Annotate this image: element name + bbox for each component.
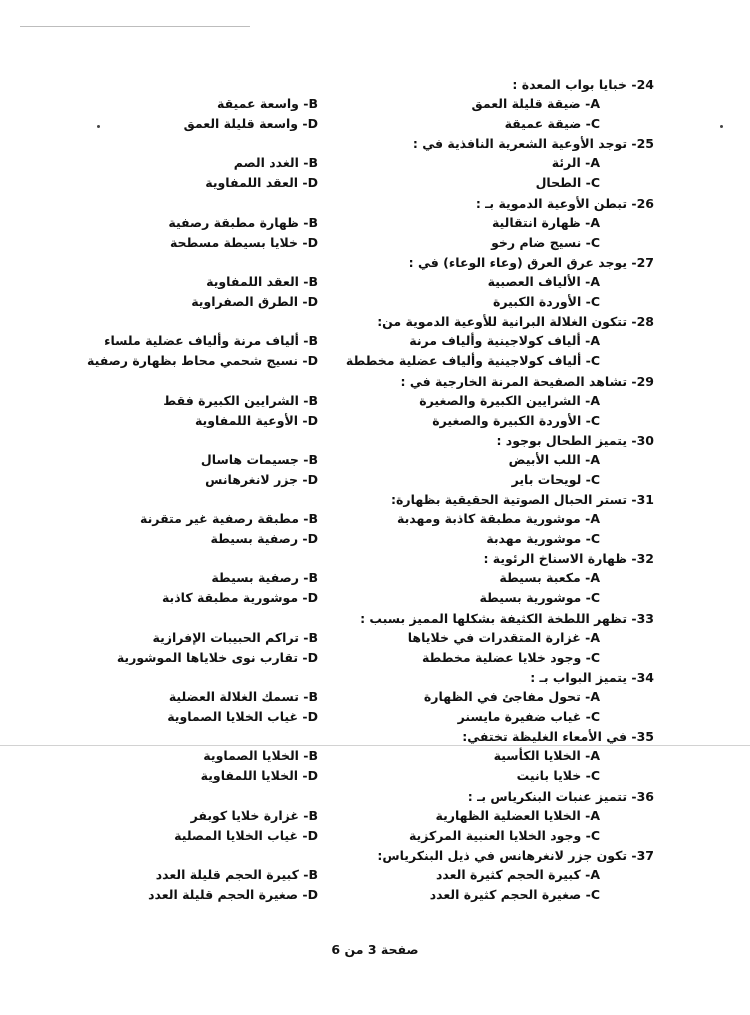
option-a: A- ظهارة انتقالية xyxy=(491,214,600,230)
option-d: D- الطرق الصفراوية xyxy=(191,293,318,309)
option-b: B- واسعة عميقة xyxy=(216,96,318,111)
option-c: C- ألياف كولاجينية وألياف عضلية مخططة xyxy=(345,353,600,369)
question-stem: 37- تكون جزر لانغرهانس في ذيل البنكرياس: xyxy=(377,847,654,863)
option-b: B- الغدد الصم xyxy=(233,155,318,171)
option-a: A- اللب الأبيض xyxy=(508,451,600,467)
option-c: C- الأوردة الكبيرة والصغيرة xyxy=(432,412,600,428)
option-a: A- الشرايين الكبيرة والصغيرة xyxy=(419,392,600,408)
option-b: B- كبيرة الحجم قليلة العدد xyxy=(155,866,318,882)
option-d: D- جزر لانغرهانس xyxy=(205,471,318,487)
option-d: D- واسعة قليلة العمق xyxy=(183,116,318,131)
question-stem: 32- ظهارة الاسناخ الرئوية : xyxy=(483,551,654,567)
question-stem: 35- في الأمعاء الغليظة تختفي: xyxy=(462,729,654,745)
option-c: C- الطحال xyxy=(535,175,600,191)
option-d: D- رصفية بسيطة xyxy=(210,531,318,547)
option-a: A- كبيرة الحجم كثيرة العدد xyxy=(435,866,600,882)
option-b: B- تسمك الغلالة العضلية xyxy=(168,689,318,704)
option-d: D- نسيج شحمي محاط بظهارة رصفية xyxy=(87,353,318,369)
question-stem: 25- توجد الأوعية الشعرية النافذية في : xyxy=(412,136,654,152)
question-stem: 30- يتميز الطحال بوجود : xyxy=(496,432,654,448)
option-a: A- مكعبة بسيطة xyxy=(499,570,600,586)
option-c: C- صغيرة الحجم كثيرة العدد xyxy=(429,886,600,902)
option-c: C- نسيج ضام رخو xyxy=(491,234,600,250)
option-d: D- غياب الخلايا المصلية xyxy=(174,827,318,843)
question-stem: 36- تتميز عنبات البنكرياس بـ : xyxy=(467,788,654,804)
option-b: B- ظهارة مطبقة رصفية xyxy=(168,214,318,230)
option-c: C- موشورية بسيطة xyxy=(479,590,600,606)
option-b: B- العقد اللمفاوية xyxy=(206,273,318,289)
question-stem: 26- تبطن الأوعية الدموية بـ : xyxy=(475,195,654,211)
option-c: C- وجود خلايا عضلية مخططة xyxy=(421,649,600,665)
option-c: C- خلايا بانيت xyxy=(516,768,600,784)
option-a: A- ضيقة قليلة العمق xyxy=(471,96,600,111)
question-stem: 34- يتميز البواب بـ : xyxy=(530,670,654,685)
option-c: C- ضيقة عميقة xyxy=(504,116,600,131)
question-stem: 24- خبايا بواب المعدة : xyxy=(512,77,654,92)
option-d: D- الأوعية اللمفاوية xyxy=(194,412,318,428)
option-d: D- العقد اللمفاوية xyxy=(205,175,318,191)
option-b: B- غزارة خلايا كوبفر xyxy=(190,807,318,823)
option-a: A- غزارة المتقدرات في خلاياها xyxy=(407,629,600,645)
question-stem: 31- تستر الحبال الصوتية الحقيقية بظهارة: xyxy=(391,492,654,508)
option-c: C- موشورية مهدبة xyxy=(486,531,600,547)
option-b: B- رصفية بسيطة xyxy=(211,570,318,586)
question-stem: 29- تشاهد الصفيحة المرنة الخارجية في : xyxy=(400,373,654,389)
option-b: B- مطبقة رصفية غير متقرنة xyxy=(140,511,318,527)
option-a: A- الألياف العصبية xyxy=(487,273,600,289)
option-d: D- خلايا بسيطة مسطحة xyxy=(169,234,318,250)
question-stem: 28- تتكون الغلالة البرانية للأوعية الدموية من: xyxy=(377,314,654,330)
page-number: صفحة 3 من 6 xyxy=(331,942,419,957)
option-a: A- تحول مفاجئ في الظهارة xyxy=(423,689,600,704)
option-a: A- الرئة xyxy=(551,155,600,171)
option-a: A- موشورية مطبقة كاذبة ومهدبة xyxy=(397,511,600,527)
option-d: D- غياب الخلايا الصماوية xyxy=(167,709,318,724)
option-a: A- ألياف كولاجينية وألياف مرنة xyxy=(409,333,600,349)
option-d: D- الخلايا اللمفاوية xyxy=(200,768,318,784)
option-d: D- موشورية مطبقة كاذبة xyxy=(161,590,318,606)
option-b: B- ألياف مرنة وألياف عضلية ملساء xyxy=(104,333,318,349)
option-d: D- صغيرة الحجم قليلة العدد xyxy=(148,886,318,902)
option-c: C- الأوردة الكبيرة xyxy=(492,293,600,309)
question-stem: 27- يوجد عرق العرق (وعاء الوعاء) في : xyxy=(408,254,654,270)
option-d: D- تقارب نوى خلاياها الموشورية xyxy=(116,649,318,665)
option-c: C- لويحات باير xyxy=(511,471,600,487)
option-b: B- الخلايا الصماوية xyxy=(203,748,318,764)
option-a: A- الخلايا الكأسية xyxy=(493,748,600,764)
option-a: A- الخلايا العضلية الظهارية xyxy=(435,807,600,823)
option-c: C- وجود الخلايا العنبية المركزية xyxy=(408,827,600,843)
question-stem: 33- تظهر اللطخة الكثيفة بشكلها المميز بسبب : xyxy=(360,610,654,626)
option-b: B- الشرايين الكبيرة فقط xyxy=(163,392,318,408)
option-b: B- تراكم الحبيبات الإفرازية xyxy=(152,629,318,645)
option-b: B- جسيمات هاسال xyxy=(200,451,318,467)
option-c: C- غياب ضفيرة مايسنر xyxy=(457,709,600,724)
